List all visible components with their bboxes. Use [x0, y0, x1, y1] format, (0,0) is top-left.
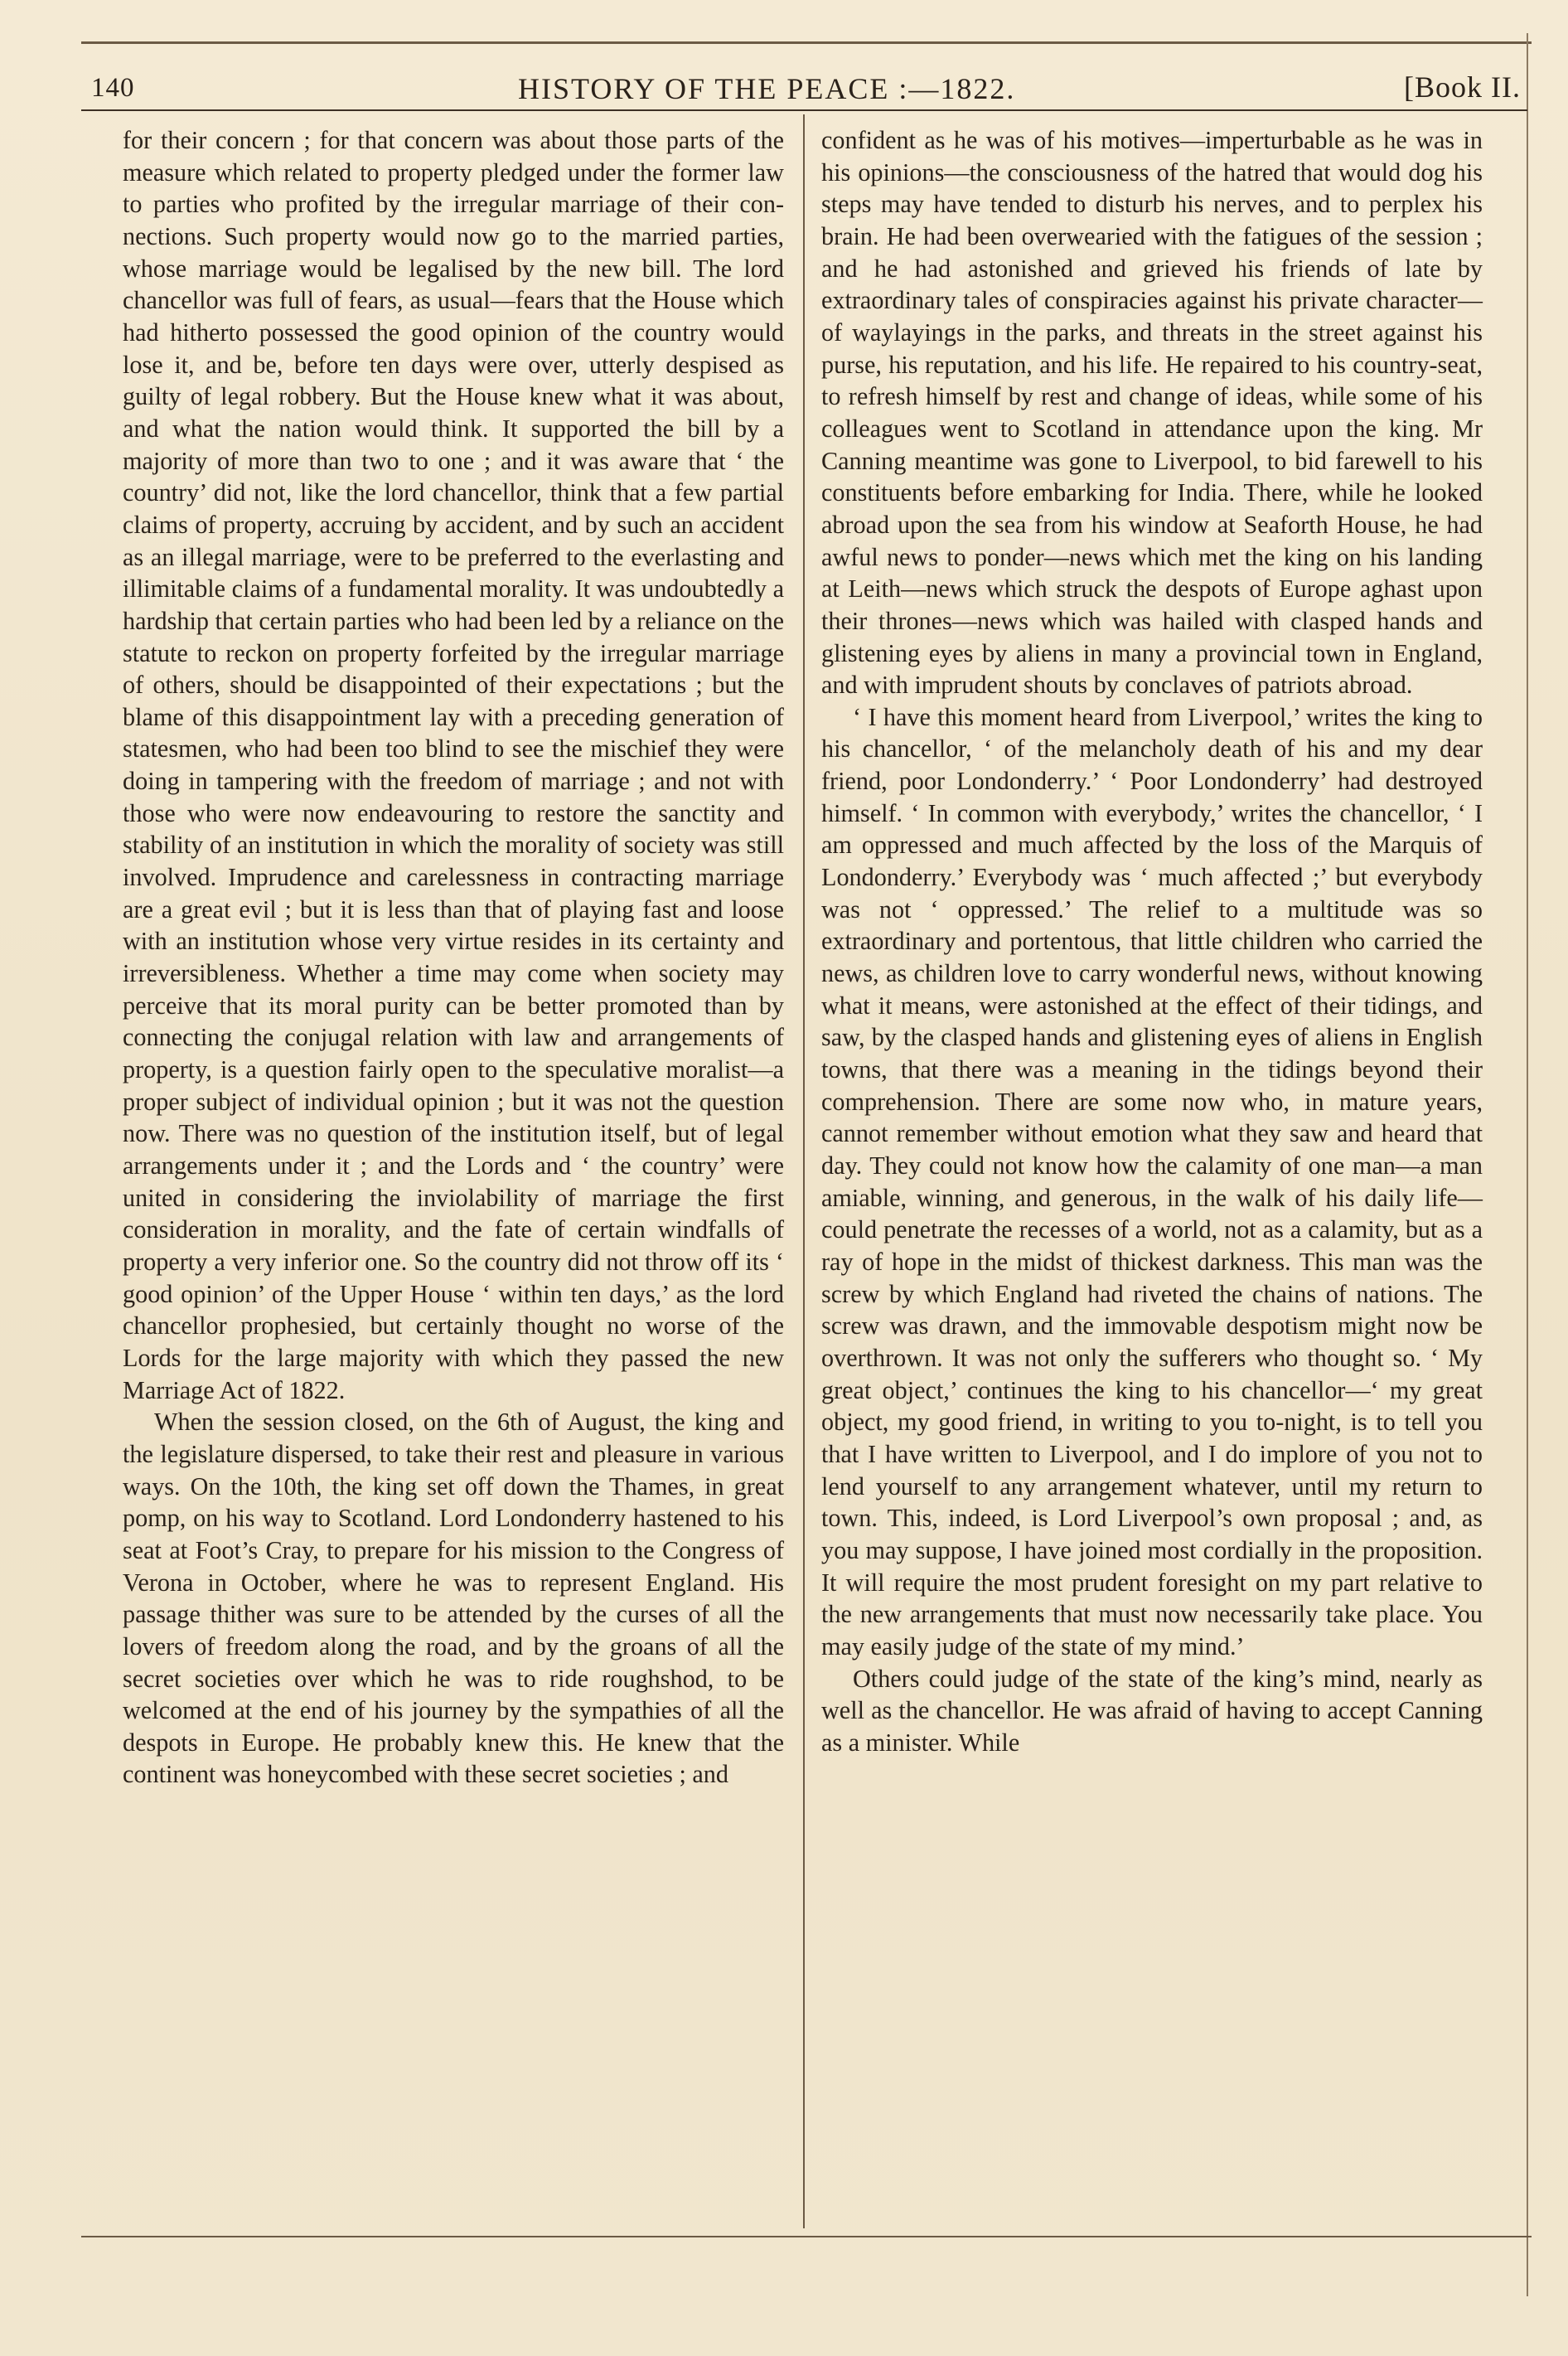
- running-head: [91, 65, 1529, 111]
- book-label: [Book II.: [1404, 70, 1521, 104]
- header-rule: [81, 109, 1527, 111]
- right-column: [821, 124, 1483, 1758]
- paragraph: When the session closed, on the 6th of August, the king and the legislature dispersed, to take their rest and pleasure in various ways. On the 10th, the king set off down the Thames, in great pomp, on his way to Scotland. Lord Londonderry hastened to his seat at Foot’s Cray, to prepare for his mission to the Congress of Verona in October, where he was to represent England. His passage thither was sure to be attended by the curses of all the lovers of freedom along the road, and by the groans of all the secret societies over which he was to ride roughshod, to be welcomed at the end of his journey by the sympathies of all the despots in Europe. He probably knew this. He knew that the continent was honeycombed with these secret societies ; and: [123, 1408, 784, 1789]
- right-border-rule: [1527, 33, 1528, 2296]
- running-title: HISTORY OF THE PEACE :—1822.: [518, 72, 1016, 105]
- left-column: [123, 124, 784, 1791]
- paragraph: confident as he was of his motives—imperturbable as he was in his opinions—the consciousness of the hatred that would dog his steps may have tended to disturb his nerves, and to perplex his brain. He had been overwearied with the fatigues of the session ; and he had astonished and grieved his friends of late by extraordinary tales of conspiracies against his private character—of waylayings in the parks, and threats in the street against his purse, his reputation, and his life. He repaired to his country-seat, to refresh himself by rest and change of ideas, while some of his colleagues went to Scotland in attendance upon the king. Mr Canning meantime was gone to Liverpool, to bid farewell to his constituents before embarking for India. There, while he looked abroad upon the sea from his window at Seaforth House, he had awful news to ponder—news which met the king on his landing at Leith—news which struck the despots of Europe aghast upon their thrones—news which was hailed with clasped hands and glistening eyes by aliens in many a provincial town in England, and with imprudent shouts by conclaves of patriots abroad.: [821, 126, 1483, 700]
- top-border-rule: [81, 41, 1532, 44]
- paragraph: ‘ I have this moment heard from Liverpool,’ writes the king to his chancellor, ‘ of the melancholy death of his and my dear friend, poor Londonderry.’ ‘ Poor Londonderry’ had destroyed himself. ‘ In common with everybody,’ writes the chancellor, ‘ I am oppressed and much affected by the loss of the Marquis of Londonderry.’ Everybody was ‘ much affected ;’ but everybody was not ‘ oppressed.’ The relief to a multitude was so extraordinary and portentous, that little children who carried the news, as children love to carry wonderful news, without knowing what it means, were astonished at the effect of their tidings, and saw, by the clasped hands and glistening eyes of aliens in English towns, that there was a meaning in the tidings beyond their comprehension. There are some now who, in mature years, cannot remember without emotion what they saw and heard that day. They could not know how the calamity of one man—a man amiable, winning, and generous, in the walk of his daily life—could penetrate the recesses of a world, not as a calamity, but as a ray of hope in the midst of thickest darkness. This man was the screw by which England had riveted the chains of nations. The screw was drawn, and the immovable despotism might now be overthrown. It was not only the sufferers who thought so. ‘ My great object,’ continues the king to his chancellor—‘ my great object, my good friend, in writing to you to-night, is to tell you that I have written to Liverpool, and I do implore of you not to lend yourself to any arrangement whatever, until my return to town. This, indeed, is Lord Liverpool’s own proposal ; and, as you may suppose, I have joined most cordially in the proposition. It will require the most prudent foresight on my part relative to the new arrangements that must now necessarily take place. You may easily judge of the state of my mind.’: [821, 702, 1483, 1660]
- page-number: 140: [91, 73, 135, 103]
- paragraph: for their concern ; for that concern was about those parts of the measure which related to property pledged under the former law to parties who profited by the irregular marriage of their connections. Such property would now go to the married parties, whose marriage would be legalised by the new bill. The lord chancellor was full of fears, as usual—fears that the House which had hitherto possessed the good opinion of the country would lose it, and be, before ten days were over, utterly despised as guilty of legal robbery. But the House knew what it was about, and what the nation would think. It supported the bill by a majority of more than two to one ; and it was aware that ‘ the country’ did not, like the lord chancellor, think that a few partial claims of property, accruing by accident, and by such an accident as an illegal marriage, were to be preferred to the everlasting and illimitable claims of a fundamental morality. It was undoubtedly a hardship that certain parties who had been led by a reliance on the statute to reckon on property forfeited by the irregular marriage of others, should be disappointed of their expectations ; but the blame of this disappointment lay with a preceding generation of statesmen, who had been too blind to see the mischief they were doing in tampering with the freedom of marriage ; and not with those who were now endeavouring to restore the sanctity and stability of an institution in which the morality of society was still involved. Imprudence and carelessness in contracting marriage are a great evil ; but it is less than that of playing fast and loose with an institution whose very virtue resides in its certainty and irreversibleness. Whether a time may come when society may perceive that its moral purity can be better promoted than by connecting the conjugal relation with law and arrangements of property, is a question fairly open to the speculative moralist—a proper subject of individual opinion ; but it was not the question now. There was no question of the institution itself, but of legal arrangements under it ; and the Lords and ‘ the country’ were united in considering the inviolability of marriage the first consideration in morality, and the fate of certain windfalls of property a very inferior one. So the country did not throw off its ‘ good opinion’ of the Upper House ‘ within ten days,’ as the lord chancellor prophesied, but certainly thought no worse of the Lords for the large majority with which they passed the new Marriage Act of 1822.: [123, 126, 784, 1404]
- paragraph: Others could judge of the state of the king’s mind, nearly as well as the chancellor. He was afraid of having to accept Canning as a minister. While: [821, 1664, 1483, 1757]
- column-divider: [803, 114, 805, 2228]
- bottom-border-rule: [81, 2236, 1532, 2237]
